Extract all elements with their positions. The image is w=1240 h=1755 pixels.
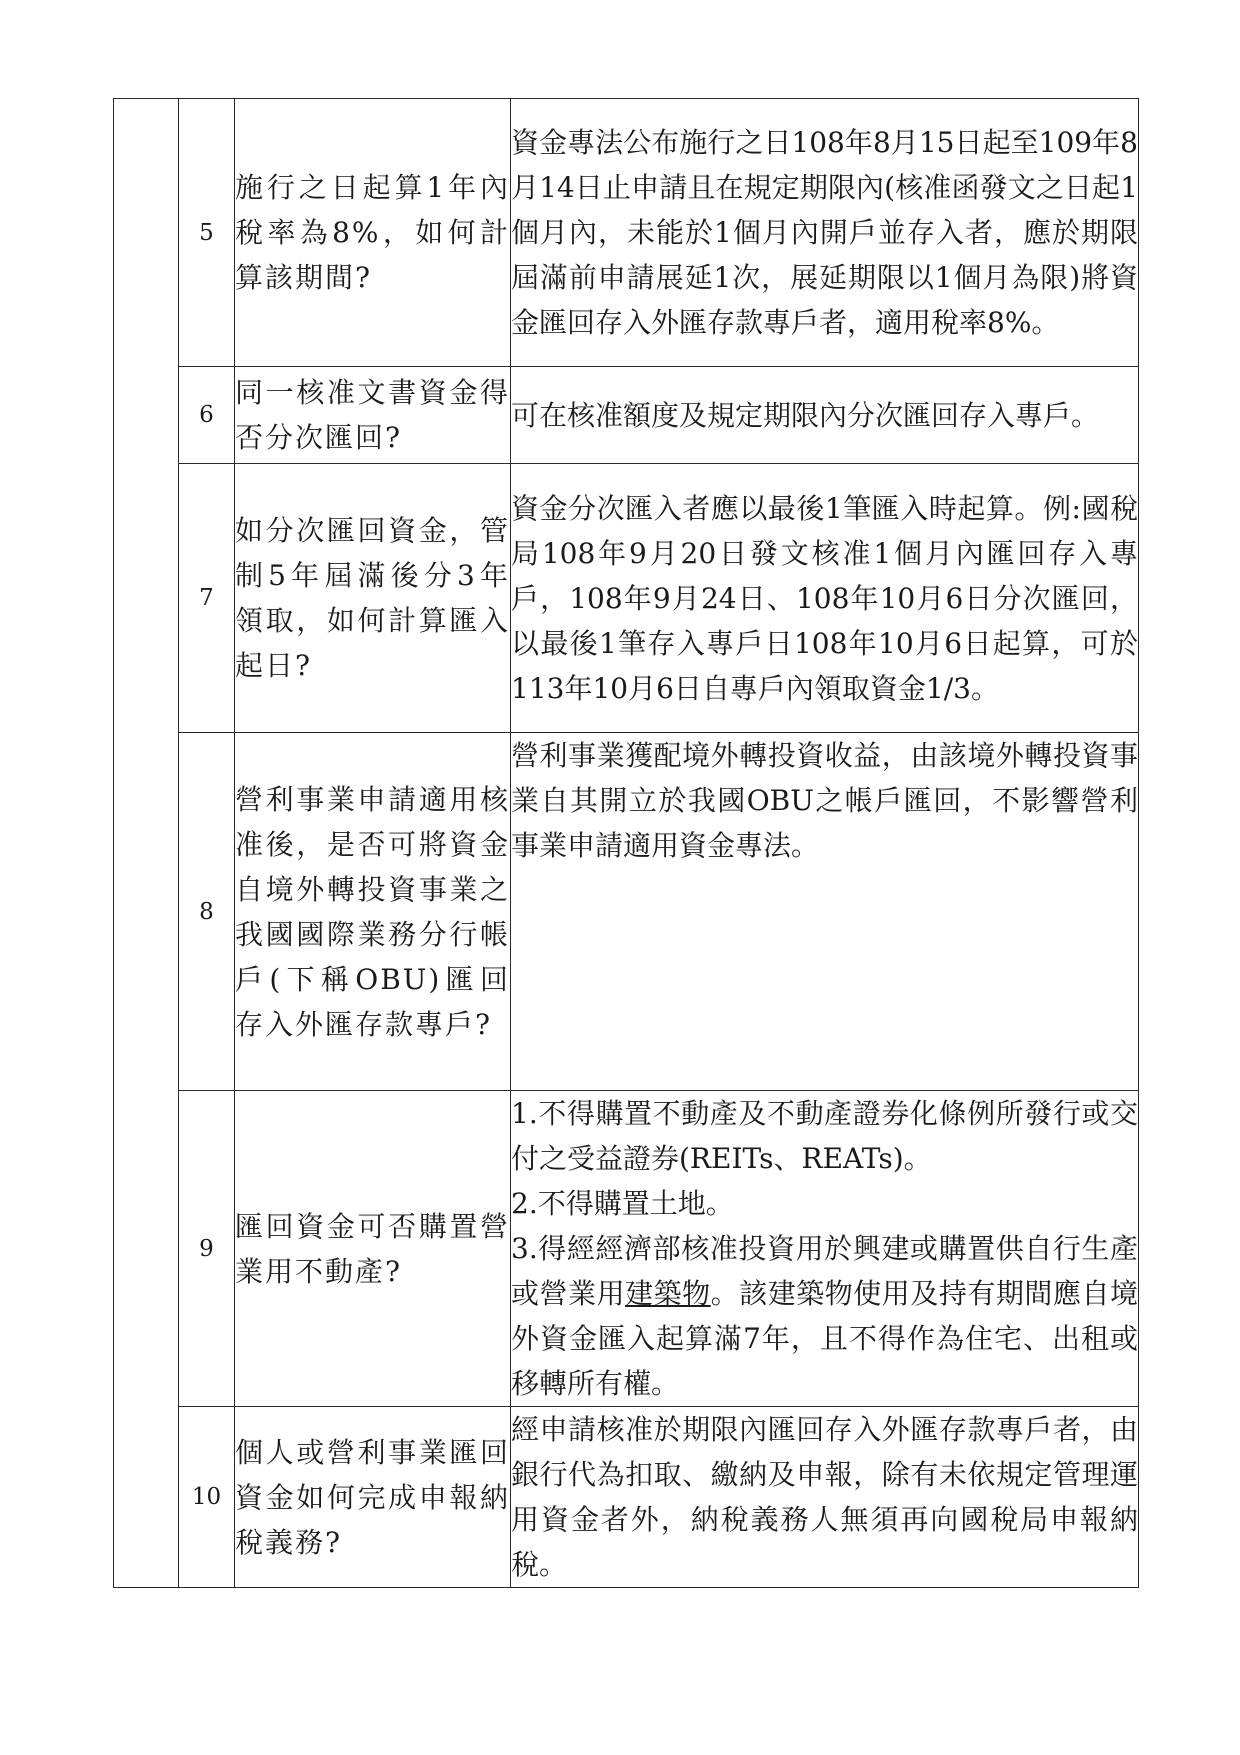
table-row [114,733,1139,1091]
table-row [114,464,1139,733]
answer-item: 2.不得購置土地。 [511,1187,734,1220]
question-cell: 匯回資金可否購置營業用不動產? [235,1091,511,1407]
answer-cell: 可在核准額度及規定期限內分次匯回存入專戶。 [511,367,1139,464]
row-number: 5 [179,99,235,367]
table-row [114,99,1139,367]
answer-item [511,1226,1138,1406]
row-number: 6 [179,367,235,464]
faq-table [113,98,1139,1588]
table-row [114,367,1139,464]
question-cell: 如分次匯回資金，管制5年屆滿後分3年領取，如何計算匯入起日? [235,464,511,733]
answer-cell: 營利事業獲配境外轉投資收益，由該境外轉投資事業自其開立於我國OBU之帳戶匯回，不影響營利事業申請適用資金專法。 [511,733,1139,1091]
underlined-term: 建築物 [625,1277,711,1310]
question-cell: 個人或營利事業匯回資金如何完成申報納稅義務? [235,1407,511,1588]
row-number: 10 [179,1407,235,1588]
table-row [114,1091,1139,1407]
question-cell: 同一核准文書資金得否分次匯回? [235,367,511,464]
row-number: 7 [179,464,235,733]
question-cell: 營利事業申請適用核准後，是否可將資金自境外轉投資事業之我國國際業務分行帳戶(下稱OBU)匯回存入外匯存款專戶? [235,733,511,1091]
question-cell: 施行之日起算1年內稅率為8%，如何計算該期間? [235,99,511,367]
answer-text: 。該建築物使用及持有期間應自境外資金匯入起算滿7年，且不得作為住宅、出租或移轉所有權。 [511,1277,1138,1400]
answer-cell [511,1091,1139,1407]
answer-item: 1.不得購置不動產及不動產證券化條例所發行或交付之受益證券(REITs、REATs)。 [511,1097,1138,1175]
category-cell [114,99,179,1588]
answer-cell: 資金分次匯入者應以最後1筆匯入時起算。例:國稅局108年9月20日發文核准1個月內匯回存入專戶，108年9月24日、108年10月6日分次匯回，以最後1筆存入專戶日108年10月6日起算，可於113年10月6日自專戶內領取資金1/3。 [511,464,1139,733]
answer-cell: 經申請核准於期限內匯回存入外匯存款專戶者，由銀行代為扣取、繳納及申報，除有未依規定管理運用資金者外，納稅義務人無須再向國稅局申報納稅。 [511,1407,1139,1588]
row-number: 9 [179,1091,235,1407]
table-row [114,1407,1139,1588]
row-number: 8 [179,733,235,1091]
answer-text: 3.得經經濟部核准投資用於興建或購置供自行生產或營業用 [511,1232,1138,1310]
answer-cell: 資金專法公布施行之日108年8月15日起至109年8月14日止申請且在規定期限內(核准函發文之日起1個月內，未能於1個月內開戶並存入者，應於期限屆滿前申請展延1次，展延期限以1個月為限)將資金匯回存入外匯存款專戶者，適用稅率8%。 [511,99,1139,367]
